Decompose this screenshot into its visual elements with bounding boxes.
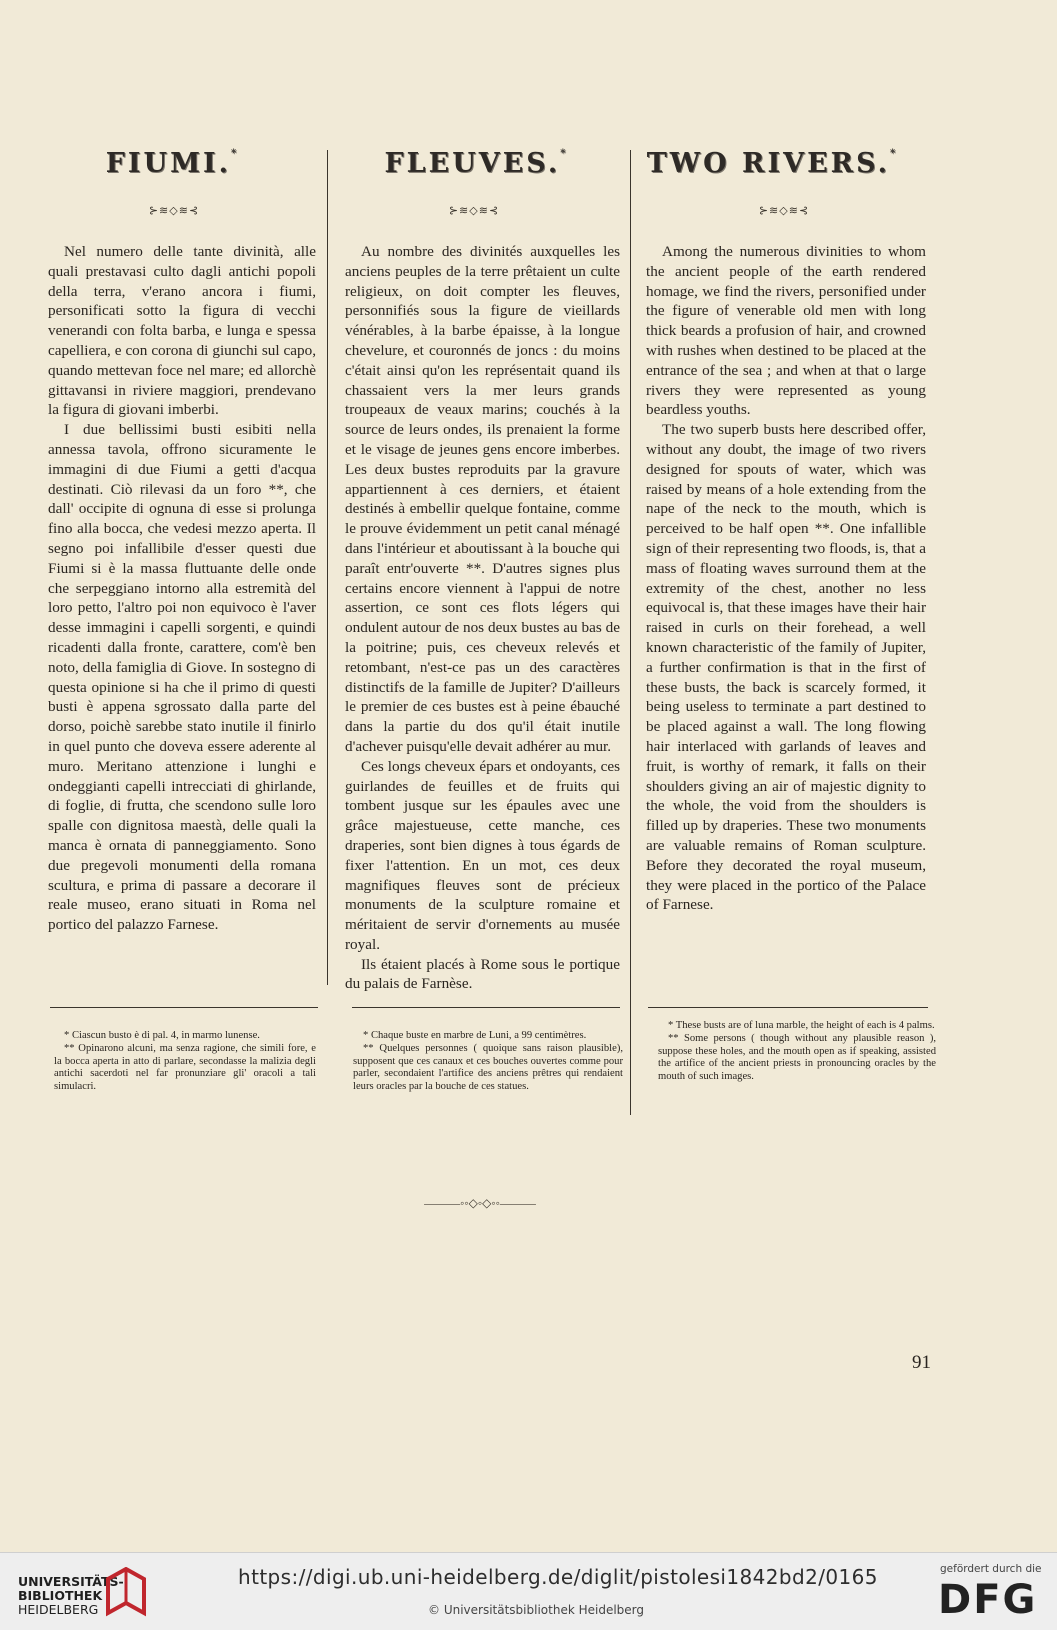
- english-footnote-1: * These busts are of luna marble, the height of each is 4 palms.: [668, 1020, 935, 1031]
- italian-footnotes: [54, 1030, 316, 1094]
- french-paragraph-3: Ils étaient placés à Rome sous le portique du palais de Farnèse.: [345, 955, 620, 993]
- french-footnote-1: * Chaque buste en marbre de Luni, a 99 centimètres.: [363, 1030, 587, 1041]
- library-name-line-2: BIBLIOTHEK: [18, 1588, 103, 1603]
- viewer-footer: [0, 1552, 1057, 1630]
- copyright-notice: © Universitätsbibliothek Heidelberg: [428, 1603, 645, 1617]
- italian-title: FIUMI.*: [105, 148, 237, 179]
- english-body: [646, 242, 926, 915]
- italian-body: [48, 242, 316, 935]
- permalink-url[interactable]: https://digi.ub.uni-heidelberg.de/diglit/pistolesi1842bd2/0165: [238, 1565, 878, 1589]
- english-paragraph-2: The two superb busts here described offer, without any doubt, the image of two rivers designed for spouts of water, which was raised by means of a hole extending from the nape of the neck to the mouth, which is perceived to be half open **. One infallible sign of their representing two floods, is, that a mass of floating waves surround them at the extremity of the chest, another no less equivocal is, that these images have their hair raised in curls on their forehead, a well known characteristic of the family of Jupiter, a further confirmation is that in the first of these busts, the back is scarcely formed, it being useless to terminate a part destined to be placed against a wall. The long flowing hair interlaced with garlands of leaves and fruit, is worthy of remark, it falls on their shoulders giving an air of majestic dignity to the whole, the void from the shoulders is filled up by draperies. These two monuments are valuable remains of Roman sculpture. Before they decorated the royal museum, they were placed in the portico of the Palace of Farnese.: [646, 421, 926, 914]
- french-paragraph-1: Au nombre des divinités auxquelles les anciens peuples de la terre prêtaient un culte religieux, on doit compter les fleuves, personnifiés sous la figure de vieillards vénérables, à la barbe épaisse, à la longue chevelure, et couronnés de joncs : du moins c'était ainsi qu'on les représentait quand ils chassaient vers la mer leurs grands troupeaux de veaux marins; couchés à la source de leurs ondes, ils prenaient la forme et le visage de jeunes gens encore imberbes. Les deux bustes reproduits par la gravure appartiennent à ces derniers, et étaient destinés à embellir quelque fontaine, comme le prouve évidemment un petit canal ménagé dans l'intérieur et aboutissant à la bouche qui paraît entr'ouverte **. D'autres signes plus certains encore viennent à l'appui de notre assertion, ce sont ces flots légers qui ondulent autour de nos deux bustes au bas de la poitrine; puis, ces cheveux relevés et retombant, n'est-ce pas un des caractères distinctifs de la famille de Jupiter? D'ailleurs le premier de ces bustes est à peine ébauché dans la partie du dos qu'il était inutile d'achever puisqu'elle devait adhérer au mur.: [345, 243, 620, 755]
- english-footnotes: [658, 1020, 936, 1084]
- italian-ornament: ⊱≋◇≋⊰: [148, 205, 200, 217]
- french-footnotes: [353, 1030, 623, 1094]
- french-title: FLEUVES.*: [384, 148, 566, 179]
- french-body: [345, 242, 620, 994]
- library-name-line-1: UNIVERSITÄTS-: [18, 1574, 124, 1589]
- funded-by-label: gefördert durch die: [940, 1563, 1042, 1575]
- french-footnote-2: ** Quelques personnes ( quoique sans raison plausible), supposent que ces canaux et ces bouches ouvertes comme pour parler, secondaient l'artifice des anciens prêtres qui rendaient leurs oracles par la bouche de ces statues.: [353, 1042, 623, 1093]
- column-divider-right: [630, 150, 631, 1115]
- column-divider-left: [327, 150, 328, 985]
- english-ornament: ⊱≋◇≋⊰: [758, 205, 810, 217]
- english-paragraph-1: Among the numerous divinities to whom the ancient people of the earth rendered homage, we find the rivers, personified under the figure of venerable old men with long thick beards a profusion of hair, and crowned with rushes when destined to be placed at the entrance of the sea ; and when at that o large rivers they were represented as young beardless youths.: [646, 243, 926, 419]
- page-number: 91: [912, 1352, 931, 1373]
- italian-footnote-rule: [50, 1007, 318, 1008]
- italian-footnote-1: * Ciascun busto è di pal. 4, in marmo lunense.: [64, 1030, 260, 1041]
- italian-footnote-2: ** Opinarono alcuni, ma senza ragione, che simili fore, e la bocca aperta in atto di parlare, secondasse la malizia degli antichi sacerdoti nel far pronunziare gli' oracoli a tali simulacri.: [54, 1042, 316, 1093]
- french-ornament: ⊱≋◇≋⊰: [448, 205, 500, 217]
- english-title: TWO RIVERS.*: [646, 148, 896, 179]
- dfg-logo[interactable]: DFG: [938, 1577, 1038, 1623]
- italian-paragraph-2: I due bellissimi busti esibiti nella annessa tavola, offrono sicuramente le immagini di due Fiumi a getti d'acqua destinati. Ciò rilevasi da un foro **, che dall' occipite di ognuna di esse si prolunga fino alla bocca, che vedesi mezzo aperta. Il segno poi infallibile d'esser questi due Fiumi si è la massa fluttuante delle onde che serpeggiano intorno alla estremità del loro petto, l'altro poi non equivoco è l'aver desse immagini i capelli sorgenti, e quindi ricadenti dalla fronte, carattere, com'è ben noto, della famiglia di Giove. In sostegno di questa opinione si ha che il primo di questi busti è appena sgrossato dalla parte del dorso, poichè sarebbe stato inutile il finirlo in quel punto che doveva essere aderente al muro. Meritano attenzione i lunghi e ondeggianti capelli intrecciati di ghirlande, di foglie, di frutta, che scendono sulle loro spalle con dignitosa maestà, delle quali la manca è ornata di panneggiamento. Sono due pregevoli monumenti della romana scultura, e prima di passare a decorare il reale museo, erano situati in Roma nel portico del palazzo Farnese.: [48, 421, 316, 934]
- english-footnote-rule: [648, 1007, 928, 1008]
- library-logo-icon[interactable]: [104, 1567, 146, 1621]
- english-footnote-2: ** Some persons ( though without any plausible reason ), suppose these holes, and the mouth open as if speaking, assisted the artifice of the ancient priests in pronouncing oracles by the mouth of such images.: [658, 1032, 936, 1083]
- french-paragraph-2: Ces longs cheveux épars et ondoyants, ces guirlandes de feuilles et de fruits qui tombent jusque sur les épaules avec une grâce majestueuse, cette manche, ces draperies, sont bien dignes à tous égards de fixer l'attention. En un mot, ces deux magnifiques fleuves sont de précieux monuments de la sculpture romaine et méritaient de servir d'ornements au musée royal.: [345, 757, 620, 953]
- library-name-line-3: HEIDELBERG: [18, 1602, 99, 1617]
- french-footnote-rule: [352, 1007, 620, 1008]
- end-ornament: ———◦◦◇◦◇◦◦———: [424, 1196, 536, 1210]
- italian-paragraph-1: Nel numero delle tante divinità, alle quali prestavasi culto dagli antichi popoli della terra, v'erano ancora i fiumi, personificati sotto la figura di vecchi venerandi con folta barba, e lunga e spessa capelliera, e con corona di giunchi sul capo, quando mettevan foce nel mare; ed allorchè gittavansi in riviere maggiori, prendevano la figura di giovani imberbi.: [48, 243, 316, 419]
